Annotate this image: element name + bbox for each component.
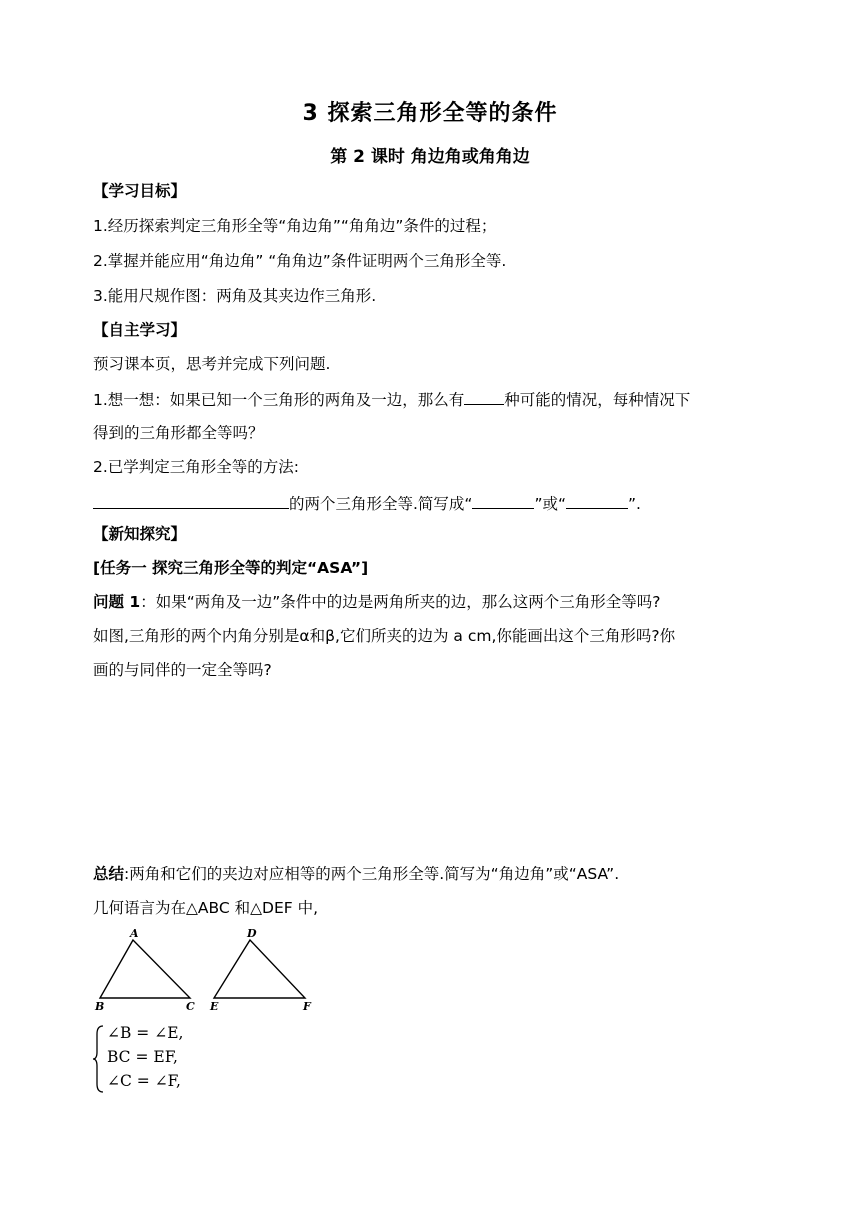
- question-2-text-b: ”或“: [534, 495, 567, 513]
- question-2-text-c: ”.: [628, 495, 641, 513]
- condition-side-bc-ef: BC = EF,: [107, 1048, 178, 1066]
- task-heading: [任务一 探究三角形全等的判定“ASA”]: [93, 559, 369, 577]
- answer-blank[interactable]: [566, 492, 628, 509]
- triangle-abc: [100, 940, 190, 998]
- summary: [93, 864, 619, 884]
- vertex-label-b: B: [95, 1000, 105, 1013]
- question-1-text-a: 1.想一想：如果已知一个三角形的两角及一边，那么有: [93, 391, 465, 409]
- condition-angle-c-f: ∠C = ∠F,: [107, 1072, 181, 1090]
- self-study-heading: 【自主学习】: [93, 321, 187, 339]
- question-2-text-a: 的两个三角形全等.简写成“: [289, 495, 473, 513]
- summary-label: 总结: [93, 865, 125, 883]
- page-title: 3 探索三角形全等的条件: [302, 101, 558, 126]
- self-study-intro: 预习课本页，思考并完成下列问题.: [93, 355, 331, 373]
- question-2: 2.已学判定三角形全等的方法:: [93, 458, 300, 476]
- goals-heading: 【学习目标】: [93, 182, 187, 200]
- goal-item: 1.经历探索判定三角形全等“角边角”“角角边”条件的过程；: [93, 217, 497, 235]
- geometry-language: 几何语言为在△ABC 和△DEF 中,: [93, 899, 319, 917]
- problem-1-label: 问题 1: [93, 593, 141, 611]
- triangle-def: [214, 940, 305, 998]
- goal-item: 2.掌握并能应用“角边角” “角角边”条件证明两个三角形全等.: [93, 252, 507, 270]
- question-1-cont: 得到的三角形都全等吗？: [93, 424, 264, 442]
- problem-1-line-3: 画的与同伴的一定全等吗?: [93, 661, 272, 679]
- left-brace: [93, 1024, 105, 1094]
- vertex-label-d: D: [247, 927, 257, 940]
- answer-blank[interactable]: [464, 388, 504, 405]
- problem-1: [93, 592, 660, 612]
- goal-item: 3.能用尺规作图：两角及其夹边作三角形.: [93, 287, 377, 305]
- vertex-label-a: A: [130, 927, 139, 940]
- problem-1-text: ：如果“两角及一边”条件中的边是两角所夹的边，那么这两个三角形全等吗?: [140, 593, 661, 611]
- question-1-text-b: 种可能的情况，每种情况下: [504, 391, 691, 409]
- vertex-label-e: E: [210, 1000, 219, 1013]
- answer-blank[interactable]: [93, 492, 289, 509]
- vertex-label-c: C: [186, 1000, 195, 1013]
- question-2-fill: [93, 492, 641, 514]
- question-1: [93, 388, 690, 410]
- explore-heading: 【新知探究】: [93, 525, 187, 543]
- equation-system: [93, 1024, 213, 1094]
- triangles-figure: [90, 926, 320, 1014]
- answer-blank[interactable]: [472, 492, 534, 509]
- summary-text: :两角和它们的夹边对应相等的两个三角形全等.简写为“角边角”或“ASA”.: [124, 865, 620, 883]
- lesson-subtitle: 第 2 课时 角边角或角角边: [330, 147, 530, 167]
- vertex-label-f: F: [303, 1000, 311, 1013]
- problem-1-line-2: 如图,三角形的两个内角分别是α和β,它们所夹的边为 a cm,你能画出这个三角形吗?你: [93, 627, 676, 645]
- condition-angle-b-e: ∠B = ∠E,: [107, 1024, 184, 1042]
